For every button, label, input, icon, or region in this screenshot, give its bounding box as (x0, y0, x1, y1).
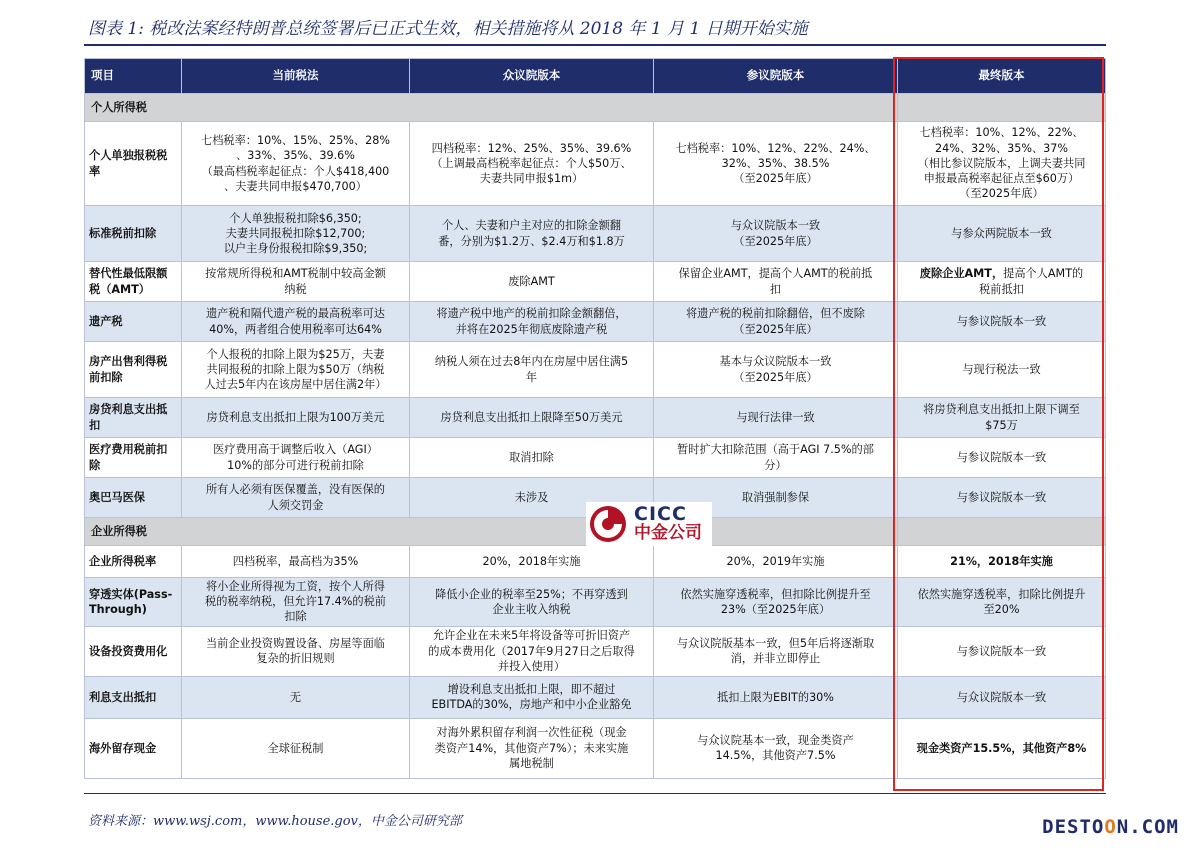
bottom-divider (84, 793, 1106, 794)
cell-line: 20%，2019年实施 (726, 554, 825, 568)
cell-line: 将房贷利息支出抵扣上限下调至 (923, 403, 1080, 417)
row-label: 个人单独报税税率 (85, 122, 182, 206)
cell-house-version (410, 578, 654, 627)
cell-line: 共同报税的扣除上限为$50万（纳税 (206, 362, 385, 376)
cell-line: （至2025年底） (733, 234, 818, 248)
cell-line: 取消扣除 (509, 450, 554, 464)
cell-senate-version (654, 626, 898, 676)
cell-current-law (182, 262, 410, 302)
cell-line: 与众议院版本一致 (956, 690, 1047, 704)
cell-line: 40%，两者组合使用税率可达64% (209, 322, 382, 336)
cell-line: 、33%、35%、39.6% (236, 149, 355, 163)
cell-senate-version (654, 718, 898, 778)
cell-line: EBITDA的30%，房地产和中小企业豁免 (431, 698, 632, 712)
logo-zh: 中金公司 (634, 523, 702, 544)
source-note: 资料来源：www.wsj.com，www.house.gov，中金公司研究部 (88, 814, 462, 829)
cell-line: 14.5%，其他资产7.5% (715, 749, 836, 763)
cell-senate-version (654, 302, 898, 342)
cell-senate-version (654, 438, 898, 478)
cell-line: 依然实施穿透税率，扣除比例提升 (917, 587, 1086, 601)
cell-line: 医疗费用高于调整后收入（AGI） (213, 443, 378, 457)
cell-line: 税前抵扣 (979, 282, 1024, 296)
cell-current-law (182, 546, 410, 578)
cell-line: 至20% (983, 602, 1020, 616)
cell-current-law (182, 122, 410, 206)
table-row (85, 626, 1106, 676)
table-row (85, 676, 1106, 718)
logo-en: CICC (634, 503, 687, 526)
cell-line: 年 (525, 370, 538, 384)
cell-line: 23%（至2025年底） (720, 602, 831, 616)
cell-line: 以户主身份报税扣除$9,350; (223, 242, 368, 256)
cell-line: 24%、32%、35%、37% (934, 141, 1069, 155)
cell-house-version (410, 122, 654, 206)
cell-line: 20%，2018年实施 (482, 554, 581, 568)
cell-line: 无 (289, 690, 302, 704)
cell-house-version (410, 676, 654, 718)
cell-senate-version (654, 676, 898, 718)
cell-line: 纳税人须在过去8年内在房屋中居住满5 (434, 355, 629, 369)
cell-current-law (182, 478, 410, 518)
row-label: 遗产税 (85, 302, 182, 342)
cell-line: 人须交罚金 (267, 498, 324, 512)
cell-line: 与现行法律一致 (736, 410, 815, 424)
cell-line: 与众议院基本一致，现金类资产 (697, 733, 854, 747)
cell-current-law (182, 206, 410, 262)
cell-line: 与众议院版本一致 (730, 219, 821, 233)
cell-house-version (410, 302, 654, 342)
cell-line: 、夫妻共同申报$470,700） (224, 179, 367, 193)
cell-line: 四档税率：12%、25%、35%、39.6% (431, 141, 632, 155)
cell-line: 与参议院版本一致 (956, 490, 1047, 504)
cell-line: 番，分别为$1.2万、$2.4万和$1.8万 (438, 234, 625, 248)
cell-line: 与参众两院版本一致 (951, 226, 1052, 240)
cell-line: 将遗产税中地产的税前扣除金额翻倍， (436, 307, 627, 321)
cell-line: （上调最高档税率起征点：个人$50万、 (431, 156, 632, 170)
cell-house-version (410, 262, 654, 302)
cell-line: 企业主收入纳税 (492, 602, 571, 616)
cell-line: 按常规所得税和AMT税制中较高金额 (205, 267, 386, 281)
table-row (85, 122, 1106, 206)
row-label: 海外留存现金 (85, 718, 182, 778)
cell-line: 个人报税的扣除上限为$25万，夫妻 (206, 347, 385, 361)
cell-final-version (898, 206, 1106, 262)
cell-line: 的成本费用化（2017年9月27日之后取得 (428, 644, 635, 658)
table-row (85, 206, 1106, 262)
cicc-logo (586, 502, 712, 546)
table-header-row (85, 59, 1106, 94)
header-item: 项目 (85, 59, 182, 94)
cell-final-version (898, 262, 1106, 302)
cell-line: 税的税率纳税，但允许17.4%的税前 (205, 595, 386, 609)
final-emphasis: 21%，2018年实施 (950, 554, 1053, 568)
header-house-version: 众议院版本 (410, 59, 654, 94)
final-emphasis: 废除企业AMT， (919, 267, 1004, 281)
cell-current-law (182, 676, 410, 718)
row-label: 标准税前扣除 (85, 206, 182, 262)
cell-line: 将小企业所得视为工资，按个人所得 (205, 580, 385, 593)
cell-senate-version (654, 578, 898, 627)
final-emphasis: 现金类资产15.5%，其他资产8% (916, 741, 1087, 755)
cell-line: 当前企业投资购置设备、房屋等面临 (205, 636, 385, 650)
table-row (85, 262, 1106, 302)
cell-current-law (182, 718, 410, 778)
cell-final-version (898, 626, 1106, 676)
cell-senate-version (654, 398, 898, 438)
cell-line: 并投入使用） (497, 659, 566, 673)
cell-line: （至2025年底） (733, 322, 818, 336)
section-row-personal (85, 94, 1106, 122)
cell-line: 类资产14%，其他资产7%）；未来实施 (434, 741, 629, 755)
cell-line: 废除AMT (508, 274, 555, 288)
cell-current-law (182, 438, 410, 478)
cell-line: （至2025年底） (733, 370, 818, 384)
cicc-logo-icon (588, 504, 628, 544)
title-divider (84, 44, 1106, 46)
cell-line: 分） (764, 458, 787, 472)
figure-title: 图表 1: 税改法案经特朗普总统签署后已正式生效，相关措施将从 2018 年 1 月 1 日期开始实施 (88, 19, 808, 39)
tax-reform-table (84, 58, 1106, 779)
cell-line: 属地税制 (509, 756, 554, 770)
header-final-version: 最终版本 (898, 59, 1106, 94)
table-row (85, 546, 1106, 578)
cell-line: 纳税 (284, 282, 307, 296)
cell-current-law (182, 342, 410, 398)
cell-senate-version (654, 342, 898, 398)
section-label: 企业所得税 (85, 518, 898, 546)
cell-line: 房贷利息支出抵扣上限降至50万美元 (440, 410, 623, 424)
table-row (85, 438, 1106, 478)
cell-line: 扣除 (284, 610, 307, 624)
row-label: 企业所得税率 (85, 546, 182, 578)
cell-line: 取消强制参保 (741, 490, 810, 504)
cell-current-law (182, 578, 410, 627)
cell-line: 与现行税法一致 (962, 362, 1041, 376)
cell-line: 人过去5年内在该房屋中居住满2年） (204, 378, 387, 392)
cell-line: 与参议院版本一致 (956, 314, 1047, 328)
cell-line: 抵扣上限为EBIT的30% (717, 690, 834, 704)
header-senate-version: 参议院版本 (654, 59, 898, 94)
cell-line: （至2025年底） (959, 187, 1044, 201)
cell-line: 将遗产税的税前扣除翻倍，但不废除 (685, 307, 865, 321)
table-row (85, 302, 1106, 342)
cell-house-version (410, 342, 654, 398)
cell-line: 个人单独报税扣除$6,350; (229, 211, 362, 225)
cell-current-law (182, 302, 410, 342)
section-label: 个人所得税 (85, 94, 898, 122)
row-label: 房产出售利得税前扣除 (85, 342, 182, 398)
cell-line: 与众议院版基本一致，但5年后将逐渐取 (676, 636, 875, 650)
cell-line: 提高个人AMT的 (1003, 267, 1084, 281)
cell-line: 遗产税和隔代遗产税的最高税率可达 (205, 307, 385, 321)
row-label: 设备投资费用化 (85, 626, 182, 676)
cell-house-version (410, 718, 654, 778)
cell-line: $75万 (985, 418, 1018, 432)
cell-line: （最高档税率起征点：个人$418,400 (201, 164, 390, 178)
cell-senate-version (654, 262, 898, 302)
row-label: 利息支出抵扣 (85, 676, 182, 718)
cell-house-version (410, 626, 654, 676)
cell-final-version (898, 122, 1106, 206)
cell-line: 保留企业AMT，提高个人AMT的税前抵 (678, 267, 873, 281)
cell-house-version (410, 206, 654, 262)
cell-current-law (182, 398, 410, 438)
cell-final-version (898, 718, 1106, 778)
cell-line: 全球征税制 (267, 741, 324, 755)
cell-line: 复杂的折旧规则 (256, 652, 335, 666)
cell-line: 10%的部分可进行税前扣除 (227, 458, 364, 472)
cell-final-version (898, 676, 1106, 718)
cell-line: 七档税率：10%、12%、22%、24%、 (675, 141, 876, 155)
cell-line: 对海外累积留存利润一次性征税（现金 (436, 726, 627, 740)
cell-line: 消，并非立即停止 (730, 652, 821, 666)
cell-line: 与参议院版本一致 (956, 450, 1047, 464)
cell-line: 未涉及 (514, 490, 549, 504)
header-current-law: 当前税法 (182, 59, 410, 94)
table-row (85, 398, 1106, 438)
cell-line: 基本与众议院版本一致 (719, 355, 832, 369)
row-label: 医疗费用税前扣除 (85, 438, 182, 478)
destoon-watermark: DESTOON.COM (1042, 816, 1179, 838)
cell-line: 个人、夫妻和户主对应的扣除金额翻 (441, 219, 621, 233)
cell-senate-version (654, 206, 898, 262)
cell-line: 增设利息支出抵扣上限，即不超过 (447, 682, 616, 696)
row-label: 穿透实体(Pass-Through) (85, 578, 182, 627)
cell-line: 允许企业在未来5年将设备等可折旧资产 (432, 629, 631, 643)
cell-final-version (898, 438, 1106, 478)
cell-line: （相比参议院版本，上调夫妻共同 (917, 156, 1086, 170)
cell-line: 暂时扩大扣除范围（高于AGI 7.5%的部 (677, 443, 874, 457)
cell-line: 四档税率，最高档为35% (232, 554, 359, 568)
cell-senate-version (654, 122, 898, 206)
cell-senate-version (654, 546, 898, 578)
cell-line: 七档税率：10%、15%、25%、28% (201, 134, 390, 148)
cell-house-version (410, 438, 654, 478)
cell-line: 所有人必须有医保覆盖，没有医保的 (205, 483, 385, 497)
cell-final-version (898, 398, 1106, 438)
cell-line: 夫妻共同申报$1m） (479, 172, 584, 186)
cell-final-version (898, 302, 1106, 342)
table-row (85, 718, 1106, 778)
cell-line: 七档税率：10%、12%、22%、 (919, 126, 1084, 140)
cell-final-version (898, 578, 1106, 627)
cell-line: 32%、35%、38.5% (721, 156, 830, 170)
cell-line: 申报最高税率起征点至$60万） (923, 172, 1080, 186)
cell-current-law (182, 626, 410, 676)
cell-house-version (410, 398, 654, 438)
cell-line: 降低小企业的税率至25%；不再穿透到 (435, 587, 628, 601)
cell-line: 扣 (769, 282, 782, 296)
cell-line: 与参议院版本一致 (956, 644, 1047, 658)
cell-line: 夫妻共同报税扣除$12,700; (225, 226, 366, 240)
table-row (85, 578, 1106, 627)
cell-line: （至2025年底） (733, 172, 818, 186)
cell-line: 房贷利息支出抵扣上限为100万美元 (206, 410, 385, 424)
cell-line: 依然实施穿透税率，但扣除比例提升至 (680, 587, 871, 601)
cell-final-version (898, 546, 1106, 578)
cell-house-version (410, 546, 654, 578)
row-label: 替代性最低限额税（AMT） (85, 262, 182, 302)
row-label: 房贷利息支出抵扣 (85, 398, 182, 438)
cell-final-version (898, 478, 1106, 518)
cell-line: 并将在2025年彻底废除遗产税 (455, 322, 608, 336)
table-row (85, 342, 1106, 398)
cell-final-version (898, 342, 1106, 398)
row-label: 奥巴马医保 (85, 478, 182, 518)
